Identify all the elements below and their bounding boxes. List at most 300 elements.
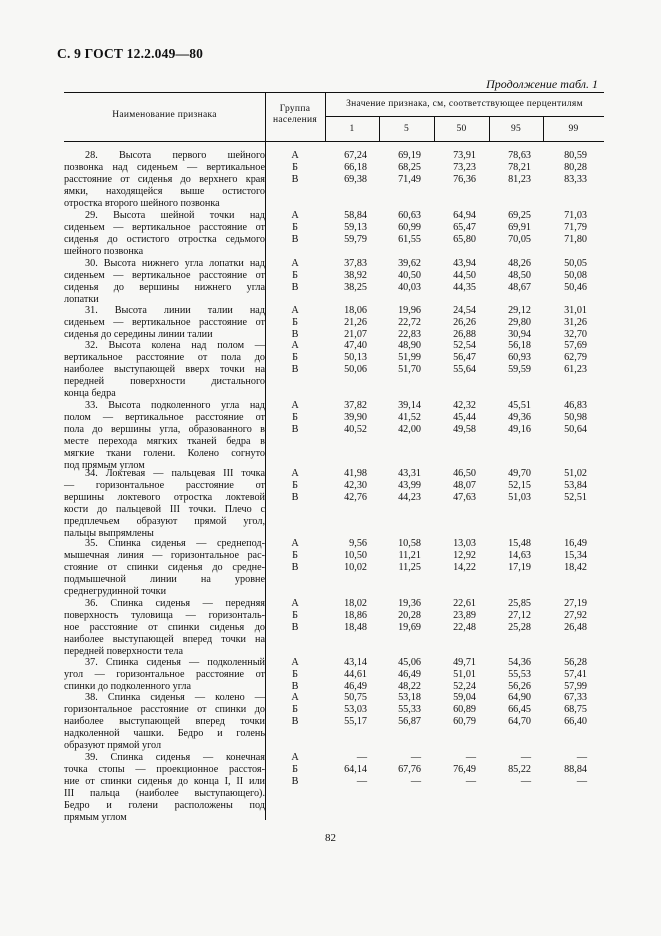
percentile-value: 81,23 [508, 173, 531, 185]
percentile-value: 49,36 [508, 411, 531, 423]
population-group: Б [292, 161, 298, 173]
feature-name [64, 657, 265, 693]
feature-name-line: сиденья до вершины нижнего угла [64, 281, 265, 293]
percentile-value: 56,18 [508, 340, 531, 351]
percentile-value: 44,61 [344, 668, 367, 680]
percentile-value: 18,06 [344, 305, 367, 316]
percentile-value: 69,91 [508, 221, 531, 233]
population-group: А [291, 150, 299, 161]
feature-name-line: передней поверхности тела [64, 645, 183, 657]
percentile-value: 67,24 [344, 150, 367, 161]
feature-name [64, 150, 265, 210]
percentile-value: 45,44 [453, 411, 476, 423]
feature-name-line: вертикальное расстояние от пола до [64, 351, 265, 363]
percentile-95: 95 [510, 124, 522, 134]
feature-name [64, 258, 265, 306]
percentile-value: 56,47 [453, 351, 476, 363]
feature-name-line: 31. Высота линии талии над [85, 305, 265, 316]
feature-name-line: спинки до подколенного угла [64, 680, 192, 692]
page-number: 82 [325, 832, 336, 844]
percentile-value: 18,48 [344, 621, 367, 633]
percentile-value: 29,12 [508, 305, 531, 316]
percentile-value: 41,52 [398, 411, 421, 423]
percentile-value: 15,34 [564, 549, 587, 561]
percentile-value: 52,24 [453, 680, 476, 692]
percentile-value: — [465, 775, 476, 787]
population-group: Б [292, 351, 298, 363]
percentile-value: — [410, 752, 421, 763]
feature-name-line: месте перехода мягких тканей бедра в [64, 435, 265, 447]
percentile-value: 59,59 [508, 363, 531, 375]
feature-name-line: точка стопы — проекционное расстоя- [64, 763, 265, 775]
percentile-value: 22,48 [453, 621, 476, 633]
percentile-value: 10,50 [344, 549, 367, 561]
percentile-value: 50,46 [564, 281, 587, 293]
feature-name-line: прямым углом [64, 811, 127, 823]
feature-name-line: отростка второго шейного позвонка [64, 197, 220, 209]
percentile-value: 9,56 [349, 538, 367, 549]
percentile-value: 43,99 [398, 479, 421, 491]
percentile-value: 13,03 [453, 538, 476, 549]
percentile-value: 48,26 [508, 258, 531, 269]
percentile-value: 60,63 [398, 210, 421, 221]
table-header-bottom-border [64, 141, 604, 142]
percentile-value: 22,83 [398, 328, 421, 340]
percentile-value: 22,72 [398, 316, 421, 328]
population-group: А [291, 305, 299, 316]
percentile-value: 59,13 [344, 221, 367, 233]
feature-name-line: 36. Спинка сиденья — передняя [85, 598, 265, 609]
percentile-value: 76,49 [453, 763, 476, 775]
feature-name-line: ямки, находящейся выше остистого [64, 185, 265, 197]
percentile-value: 10,02 [344, 561, 367, 573]
percentile-value: 26,48 [564, 621, 587, 633]
percentile-value: 19,96 [398, 305, 421, 316]
percentile-value: 38,25 [344, 281, 367, 293]
percentile-value: 50,06 [344, 363, 367, 375]
percentile-value: 71,80 [564, 233, 587, 245]
population-group: А [291, 752, 299, 763]
percentile-value: 66,18 [344, 161, 367, 173]
percentile-value: 68,75 [564, 703, 587, 715]
percentile-value: 80,28 [564, 161, 587, 173]
percentile-value: 55,17 [344, 715, 367, 727]
feature-name-line: — горизонтальное расстояние от [64, 479, 265, 491]
population-group: Б [292, 269, 298, 281]
population-group: Б [292, 549, 298, 561]
percentile-value: 16,49 [564, 538, 587, 549]
percentile-value: 24,54 [453, 305, 476, 316]
percentile-value: 10,58 [398, 538, 421, 549]
percentile-value: 88,84 [564, 763, 587, 775]
population-group: В [291, 561, 299, 573]
percentile-value: 64,90 [508, 692, 531, 703]
percentile-value: 44,50 [453, 269, 476, 281]
percentile-value: 51,03 [508, 491, 531, 503]
percentile-value: 73,91 [453, 150, 476, 161]
percentile-value: 51,99 [398, 351, 421, 363]
percentile-value: 61,23 [564, 363, 587, 375]
percentile-value: 49,71 [453, 657, 476, 668]
percentile-value: 65,47 [453, 221, 476, 233]
population-group: В [291, 621, 299, 633]
percentile-value: 48,07 [453, 479, 476, 491]
percentile-value: 56,28 [564, 657, 587, 668]
percentile-value: 47,63 [453, 491, 476, 503]
feature-name-line: мышечная линия — горизонтальное рас- [64, 549, 265, 561]
population-group: А [291, 692, 299, 703]
percentile-value: 49,70 [508, 468, 531, 479]
percentile-value: 50,05 [564, 258, 587, 269]
population-group: Б [292, 411, 298, 423]
percentile-value: 32,70 [564, 328, 587, 340]
feature-name-line: угол — горизонтальное расстояние от [64, 668, 265, 680]
feature-name-line: сиденьем — вертикальное расстояние от [64, 221, 265, 233]
percentile-value: 43,31 [398, 468, 421, 479]
percentile-value: 50,13 [344, 351, 367, 363]
percentile-value: 12,92 [453, 549, 476, 561]
table-top-border [64, 92, 604, 93]
column-header-values: Значение признака, см, соответствующее перцентилям [346, 99, 583, 109]
feature-name-line: образуют прямой угол [64, 739, 162, 751]
feature-name [64, 752, 265, 823]
percentile-value: 42,32 [453, 400, 476, 411]
population-group: Б [292, 668, 298, 680]
percentile-value: 19,69 [398, 621, 421, 633]
percentile-value: 53,03 [344, 703, 367, 715]
percentile-5: 5 [403, 124, 410, 134]
percentile-value: 21,26 [344, 316, 367, 328]
percentile-value: 60,93 [508, 351, 531, 363]
percentile-value: 60,89 [453, 703, 476, 715]
percentile-value: 30,94 [508, 328, 531, 340]
population-group: В [291, 680, 299, 692]
percentile-value: 64,94 [453, 210, 476, 221]
population-group: В [291, 715, 299, 727]
feature-name [64, 468, 265, 539]
percentile-value: 54,36 [508, 657, 531, 668]
percentile-value: 50,08 [564, 269, 587, 281]
percentile-value: 29,80 [508, 316, 531, 328]
population-group: В [291, 423, 299, 435]
percentile-value: 40,03 [398, 281, 421, 293]
percentile-value: 85,22 [508, 763, 531, 775]
percentile-value: 62,79 [564, 351, 587, 363]
percentile-value: 71,49 [398, 173, 421, 185]
feature-name-line: горизонтальное расстояние от спинки до [64, 703, 265, 715]
percentile-value: 15,48 [508, 538, 531, 549]
percentile-value: 52,15 [508, 479, 531, 491]
population-group: А [291, 258, 299, 269]
percentile-value: 57,41 [564, 668, 587, 680]
feature-name-line: стояние от спинки сиденья до средне- [64, 561, 265, 573]
percentile-value: 42,00 [398, 423, 421, 435]
feature-name-line: наиболее выступающей вперед точки на [64, 633, 265, 645]
percentile-value: 48,50 [508, 269, 531, 281]
percentile-value: 45,06 [398, 657, 421, 668]
percentile-value: 48,67 [508, 281, 531, 293]
percentile-value: 57,99 [564, 680, 587, 692]
percentile-value: 18,42 [564, 561, 587, 573]
feature-name [64, 692, 265, 752]
feature-name-line: полом — вертикальное расстояние от [64, 411, 265, 423]
percentile-value: 39,62 [398, 258, 421, 269]
percentile-value: 46,50 [453, 468, 476, 479]
percentile-value: 49,16 [508, 423, 531, 435]
feature-name-line: лопатки [64, 293, 99, 305]
feature-name-line: кости до пальцевой III точки. Плечо с [64, 503, 265, 515]
percentile-value: 78,21 [508, 161, 531, 173]
percentile-value: 17,19 [508, 561, 531, 573]
percentile-value: 52,51 [564, 491, 587, 503]
feature-name-line: надколенной чашки. Бедро и голень [64, 727, 265, 739]
percentile-value: 53,84 [564, 479, 587, 491]
feature-name-line: 39. Спинка сиденья — конечная [85, 752, 265, 763]
percentile-value: 50,75 [344, 692, 367, 703]
percentile-value: — [410, 775, 421, 787]
percentile-value: 83,33 [564, 173, 587, 185]
feature-name [64, 305, 265, 341]
percentile-value: 80,59 [564, 150, 587, 161]
percentile-value: — [576, 752, 587, 763]
percentile-value: 39,90 [344, 411, 367, 423]
document-header: С. 9 ГОСТ 12.2.049—80 [57, 46, 204, 61]
feature-name-line: позвонка над сиденьем — вертикальное [64, 161, 265, 173]
percentile-value: 20,28 [398, 609, 421, 621]
population-group: А [291, 340, 299, 351]
percentile-value: 61,55 [398, 233, 421, 245]
feature-name-line: 33. Высота подколенного угла над [85, 400, 265, 411]
percentile-value: 27,12 [508, 609, 531, 621]
population-group: В [291, 233, 299, 245]
percentile-value: 26,26 [453, 316, 476, 328]
percentile-value: 50,64 [564, 423, 587, 435]
population-group: В [291, 775, 299, 787]
percentile-value: 58,84 [344, 210, 367, 221]
percentile-value: 27,92 [564, 609, 587, 621]
population-group: В [291, 328, 299, 340]
percentile-value: 69,38 [344, 173, 367, 185]
feature-name-line: расстояние от сиденья до верхнего края [64, 173, 265, 185]
percentile-value: 21,07 [344, 328, 367, 340]
percentile-value: 37,82 [344, 400, 367, 411]
percentile-value: 42,30 [344, 479, 367, 491]
column-header-group-line2: населения [272, 115, 318, 125]
percentile-value: 38,92 [344, 269, 367, 281]
percentile-value: 11,21 [398, 549, 421, 561]
feature-name-line: 32. Высота колена над полом — [85, 340, 265, 351]
table-continuation-label: Продолжение табл. 1 [486, 77, 598, 91]
percentile-value: — [520, 775, 531, 787]
percentile-value: 18,86 [344, 609, 367, 621]
percentile-value: — [465, 752, 476, 763]
feature-name-line: 38. Спинка сиденья — колено — [85, 692, 265, 703]
percentile-value: 44,35 [453, 281, 476, 293]
column-header-group-line1: Группа [279, 104, 311, 114]
feature-name-line: вершины локтевого отростка локтевой [64, 491, 265, 503]
feature-name-line: сиденья до середины линии талии [64, 328, 213, 340]
feature-name [64, 598, 265, 658]
percentile-1: 1 [349, 124, 355, 134]
population-group: В [291, 363, 299, 375]
percentile-value: 19,36 [398, 598, 421, 609]
feature-name-line: сиденьем — вертикальное расстояние от [64, 316, 265, 328]
feature-name-line: среднегрудинной точки [64, 585, 167, 597]
percentile-value: 55,53 [508, 668, 531, 680]
percentile-value: 46,49 [398, 668, 421, 680]
percentile-value: 25,85 [508, 598, 531, 609]
percentile-value: 53,18 [398, 692, 421, 703]
percentile-value: 43,94 [453, 258, 476, 269]
population-group: А [291, 468, 299, 479]
percentile-value: 45,51 [508, 400, 531, 411]
feature-name-line: пола до вершины угла, образованного в [64, 423, 265, 435]
percentile-value: 39,14 [398, 400, 421, 411]
feature-name-line: ное расстояние от спинки сиденья до [64, 621, 265, 633]
feature-name-line: наиболее выступающей вверх точки на [64, 363, 265, 375]
feature-name-line: под прямым углом [64, 459, 145, 471]
percentile-value: 51,01 [453, 668, 476, 680]
percentile-value: 76,36 [453, 173, 476, 185]
percentile-value: 60,99 [398, 221, 421, 233]
percentile-divider [325, 116, 604, 117]
percentile-value: 41,98 [344, 468, 367, 479]
feature-name-line: III пальца (наиболее выступающего). [64, 787, 265, 799]
percentile-value: 18,02 [344, 598, 367, 609]
percentile-value: 70,05 [508, 233, 531, 245]
percentile-value: 64,70 [508, 715, 531, 727]
feature-name [64, 210, 265, 258]
percentile-value: 56,87 [398, 715, 421, 727]
feature-name-line: пальцы выпрямлены [64, 527, 154, 539]
population-group: А [291, 657, 299, 668]
feature-name-line: наиболее выступающей вперед точки [64, 715, 265, 727]
population-group: А [291, 598, 299, 609]
percentile-value: 48,90 [398, 340, 421, 351]
feature-name-line: 37. Спинка сиденья — подколенный [85, 657, 265, 668]
feature-name-line: сиденьем — вертикальное расстояние от [64, 269, 265, 281]
population-group: В [291, 281, 299, 293]
population-group: А [291, 210, 299, 221]
percentile-value: 51,70 [398, 363, 421, 375]
percentile-value: 67,33 [564, 692, 587, 703]
population-group: В [291, 491, 299, 503]
percentile-value: 25,28 [508, 621, 531, 633]
percentile-value: 27,19 [564, 598, 587, 609]
feature-name-line: подмышечной линии на уровне [64, 573, 265, 585]
percentile-value: 46,83 [564, 400, 587, 411]
percentile-99: 99 [568, 124, 579, 134]
percentile-value: 78,63 [508, 150, 531, 161]
percentile-value: 40,50 [398, 269, 421, 281]
feature-name [64, 340, 265, 400]
percentile-value: 11,25 [398, 561, 421, 573]
percentile-value: 43,14 [344, 657, 367, 668]
population-group: Б [292, 221, 298, 233]
population-group: Б [292, 703, 298, 715]
percentile-value: 65,80 [453, 233, 476, 245]
percentile-value: 69,19 [398, 150, 421, 161]
percentile-value: 40,52 [344, 423, 367, 435]
population-group: А [291, 538, 299, 549]
population-group: Б [292, 316, 298, 328]
column-header-group [265, 104, 325, 126]
feature-name-line: предплечьем образуют прямой угол, [64, 515, 265, 527]
population-group: Б [292, 763, 298, 775]
feature-name-line: сиденья до остистого отростка седьмого [64, 233, 265, 245]
percentile-value: 26,88 [453, 328, 476, 340]
percentile-value: 73,23 [453, 161, 476, 173]
percentile-value: 71,79 [564, 221, 587, 233]
percentile-value: 66,45 [508, 703, 531, 715]
feature-name-line: мягкие ткани голени. Колено согнуто [64, 447, 265, 459]
percentile-value: 46,49 [344, 680, 367, 692]
percentile-value: 44,23 [398, 491, 421, 503]
percentile-value: 52,54 [453, 340, 476, 351]
feature-name [64, 400, 265, 471]
percentile-value: 67,76 [398, 763, 421, 775]
column-header-name: Наименование признака [112, 110, 217, 120]
percentile-value: 47,40 [344, 340, 367, 351]
percentile-value: 37,83 [344, 258, 367, 269]
percentile-value: 59,79 [344, 233, 367, 245]
feature-name-line: конца бедра [64, 387, 116, 399]
percentile-value: 71,03 [564, 210, 587, 221]
feature-name-line: 34. Локтевая — пальцевая III точка [85, 468, 265, 479]
percentile-value: 66,40 [564, 715, 587, 727]
percentile-value: 55,64 [453, 363, 476, 375]
percentile-value: 59,04 [453, 692, 476, 703]
percentile-value: — [356, 752, 367, 763]
percentile-value: 42,76 [344, 491, 367, 503]
population-group: В [291, 173, 299, 185]
feature-name [64, 538, 265, 598]
percentile-value: 14,22 [453, 561, 476, 573]
percentile-value: 49,58 [453, 423, 476, 435]
feature-name-line: передней поверхности дистального [64, 375, 265, 387]
percentile-value: 64,14 [344, 763, 367, 775]
percentile-value: 50,98 [564, 411, 587, 423]
percentile-value: 68,25 [398, 161, 421, 173]
percentile-value: 57,69 [564, 340, 587, 351]
population-group: Б [292, 479, 298, 491]
percentile-value: — [520, 752, 531, 763]
percentile-value: 22,61 [453, 598, 476, 609]
feature-name-line: 30. Высота нижнего угла лопатки над [85, 258, 265, 269]
percentile-value: 55,33 [398, 703, 421, 715]
feature-name-line: поверхность туловища — горизонталь- [64, 609, 265, 621]
feature-name-line: 28. Высота первого шейного [85, 150, 265, 161]
population-group: Б [292, 609, 298, 621]
percentile-value: 69,25 [508, 210, 531, 221]
percentile-value: 14,63 [508, 549, 531, 561]
percentile-value: 60,79 [453, 715, 476, 727]
feature-name-line: 35. Спинка сиденья — среднепод- [85, 538, 265, 549]
percentile-value: — [576, 775, 587, 787]
percentile-value: 48,22 [398, 680, 421, 692]
feature-name-line: шейного позвонка [64, 245, 144, 257]
percentile-value: 51,02 [564, 468, 587, 479]
percentile-value: 23,89 [453, 609, 476, 621]
percentile-value: — [356, 775, 367, 787]
percentile-value: 56,26 [508, 680, 531, 692]
population-group: А [291, 400, 299, 411]
percentile-value: 31,01 [564, 305, 587, 316]
feature-name-line: 29. Высота шейной точки над [85, 210, 265, 221]
feature-name-line: Бедро и голени расположены под [64, 799, 265, 811]
percentile-value: 31,26 [564, 316, 587, 328]
percentile-50: 50 [456, 124, 467, 134]
